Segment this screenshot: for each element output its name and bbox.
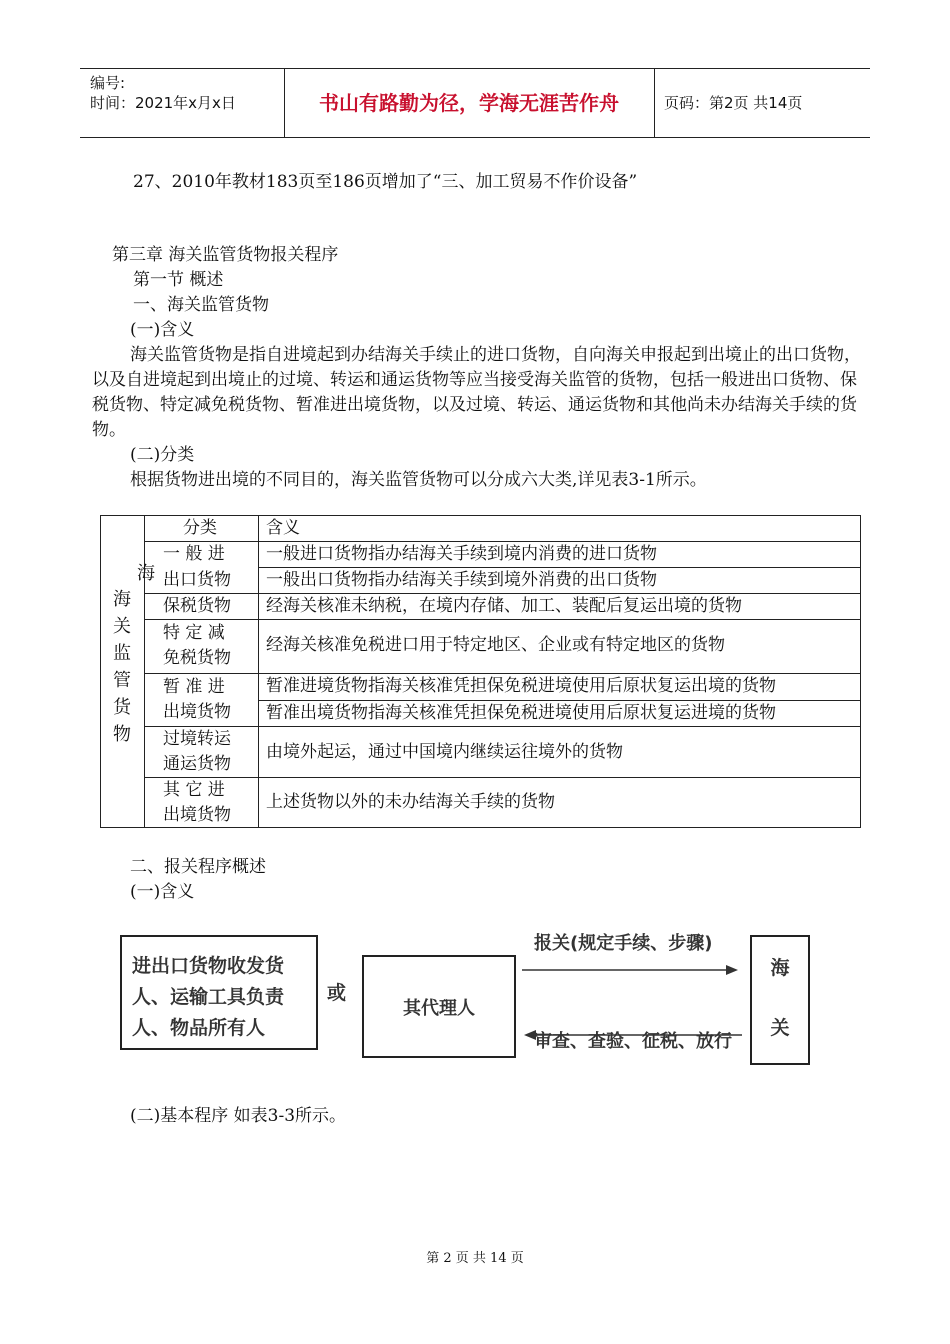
meaning-exempt: 经海关核准免税进口用于特定地区、企业或有特定地区的货物 xyxy=(266,635,725,655)
chapter-title: 第三章 海关监管货物报关程序 xyxy=(112,245,339,265)
category-transit-line2: 通运货物 xyxy=(163,754,231,774)
page-header xyxy=(80,68,870,138)
category-exempt-line2: 免税货物 xyxy=(163,648,231,668)
customs-line1: 海 xyxy=(770,957,790,979)
category-general-line2: 出口货物 xyxy=(163,570,231,590)
meaning-temporary-export: 暂准出境货物指海关核准凭担保免税进境使用后原状复运进境的货物 xyxy=(266,703,776,723)
arrow-top-label: 报关(规定手续、步骤) xyxy=(534,933,713,954)
definition-paragraph: 海关监管货物是指自进境起到办结海关手续止的进口货物，自向海关申报起到出境止的出口货物，以及自进境起到出境止的过境、转运和通运货物等应当接受海关监管的货物，包括一般进出口货物、保税货物、特定减免税货物、暂准进出境货物，以及过境、转运、通运货物和其他尚未办结海关手续的货物。 xyxy=(92,345,861,440)
table-line xyxy=(144,726,861,727)
category-general-line1: 一 般 进 xyxy=(163,544,225,564)
classification-text: 根据货物进出境的不同目的，海关监管货物可以分成六大类,详见表3-1所示。 xyxy=(130,470,707,490)
subheading-meaning: (一)含义 xyxy=(130,320,195,340)
subheading-meaning-2: (一)含义 xyxy=(130,882,195,902)
col-header-category: 分类 xyxy=(183,518,217,538)
category-temporary-line1: 暂 准 进 xyxy=(163,677,225,697)
time-label: 时间：2021年x月x日 xyxy=(90,94,236,112)
meaning-general-export: 一般出口货物指办结海关手续到境外消费的出口货物 xyxy=(266,570,657,590)
header-divider xyxy=(654,69,655,137)
arrow-right-head-icon xyxy=(726,965,738,975)
meaning-other: 上述货物以外的未办结海关手续的货物 xyxy=(266,792,555,812)
declarant-box xyxy=(120,935,318,1050)
heading-1: 一、海关监管货物 xyxy=(133,295,269,315)
col-header-meaning: 含义 xyxy=(266,518,300,538)
header-motto: 书山有路勤为径，学海无涯苦作舟 xyxy=(319,91,619,115)
subheading-basic-procedure: (二)基本程序 如表3-3所示。 xyxy=(130,1106,347,1126)
table-line xyxy=(258,516,259,827)
agent-box xyxy=(362,955,516,1058)
customs-box xyxy=(750,935,810,1065)
declarant-text xyxy=(132,951,284,1044)
or-label: 或 xyxy=(327,982,347,1004)
declarant-line3: 人、物品所有人 xyxy=(132,1017,266,1039)
customs-line2: 关 xyxy=(770,1017,790,1039)
meaning-temporary-import: 暂准进境货物指海关核准凭担保免税进境使用后原状复运出境的货物 xyxy=(266,676,776,696)
table-line xyxy=(144,777,861,778)
meaning-bonded: 经海关核准未纳税，在境内存储、加工、装配后复运出境的货物 xyxy=(266,596,742,616)
arrow-bottom-label: 审查、查验、征税、放行 xyxy=(534,1031,732,1052)
category-other-line1: 其 它 进 xyxy=(163,780,225,800)
number-label: 编号: xyxy=(90,74,126,92)
declarant-line1: 进出口货物收发货 xyxy=(132,955,285,977)
note-line-27: 27、2010年教材183页至186页增加了“三、加工贸易不作价设备” xyxy=(133,172,638,192)
category-temporary-line2: 出境货物 xyxy=(163,702,231,722)
declarant-line2: 人、运输工具负责 xyxy=(132,986,285,1008)
header-meta xyxy=(90,73,236,113)
page-footer: 第 2 页 共 14 页 xyxy=(426,1251,524,1266)
category-exempt-line1: 特 定 减 xyxy=(163,623,225,643)
category-transit-line1: 过境转运 xyxy=(163,729,231,749)
row-header-extra-char: 海 xyxy=(137,563,155,584)
meaning-general-import: 一般进口货物指办结海关手续到境内消费的进口货物 xyxy=(266,544,657,564)
declaration-diagram xyxy=(120,925,790,1065)
agent-label: 其代理人 xyxy=(403,998,475,1019)
classification-table xyxy=(100,515,861,828)
table-line xyxy=(144,619,861,620)
meaning-transit: 由境外起运，通过中国境内继续运往境外的货物 xyxy=(266,742,623,762)
row-header-vertical: 海关监管货物 xyxy=(113,589,131,745)
category-other-line2: 出境货物 xyxy=(163,805,231,825)
heading-2: 二、报关程序概述 xyxy=(130,857,266,877)
section-title: 第一节 概述 xyxy=(133,270,224,290)
subheading-classification: (二)分类 xyxy=(130,445,195,465)
category-bonded: 保税货物 xyxy=(163,596,231,616)
header-page-label: 页码：第2页 共14页 xyxy=(664,94,803,112)
